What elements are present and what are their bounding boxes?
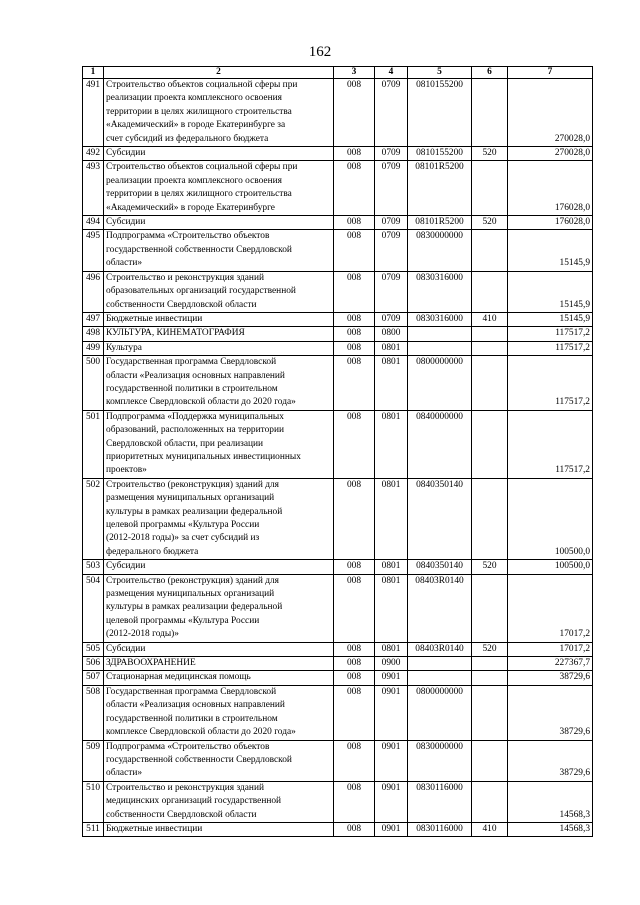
expense-type-cell (472, 574, 508, 642)
expense-type-cell (472, 230, 508, 271)
item-name-cell: Стационарная медицинская помощь (104, 671, 334, 685)
section-code-cell: 0709 (375, 216, 408, 230)
table-row (83, 356, 593, 411)
department-code-cell: 008 (334, 478, 375, 559)
target-article-cell: 0800000000 (408, 356, 472, 411)
amount-cell: 38729,6 (508, 740, 593, 781)
expense-type-cell (472, 271, 508, 312)
row-number-cell: 494 (83, 216, 104, 230)
row-number-cell: 492 (83, 147, 104, 161)
section-code-cell: 0900 (375, 657, 408, 671)
budget-table (82, 66, 593, 837)
item-name-cell: Бюджетные инвестиции (104, 312, 334, 326)
department-code-cell: 008 (334, 671, 375, 685)
department-code-cell: 008 (334, 642, 375, 656)
expense-type-cell: 410 (472, 822, 508, 836)
target-article-cell: 0830116000 (408, 822, 472, 836)
department-code-cell: 008 (334, 79, 375, 147)
header-cell: 7 (508, 67, 593, 79)
department-code-cell: 008 (334, 147, 375, 161)
table-row (83, 740, 593, 781)
department-code-cell: 008 (334, 740, 375, 781)
amount-cell: 15145,9 (508, 312, 593, 326)
expense-type-cell (472, 657, 508, 671)
row-number-cell: 499 (83, 341, 104, 355)
table-row (83, 341, 593, 355)
section-code-cell: 0800 (375, 327, 408, 341)
header-cell: 1 (83, 67, 104, 79)
amount-cell: 17017,2 (508, 642, 593, 656)
department-code-cell: 008 (334, 410, 375, 478)
table-row (83, 161, 593, 216)
row-number-cell: 502 (83, 478, 104, 559)
header-cell: 6 (472, 67, 508, 79)
row-number-cell: 504 (83, 574, 104, 642)
section-code-cell: 0801 (375, 356, 408, 411)
row-number-cell: 506 (83, 657, 104, 671)
table-row (83, 230, 593, 271)
amount-cell: 117517,2 (508, 410, 593, 478)
target-article-cell (408, 327, 472, 341)
table-row (83, 216, 593, 230)
item-name-cell: Строительство и реконструкция зданий образовательных организаций государственной собственности Свердловской области (104, 271, 334, 312)
department-code-cell: 008 (334, 271, 375, 312)
table-row (83, 271, 593, 312)
target-article-cell (408, 671, 472, 685)
target-article-cell: 0840000000 (408, 410, 472, 478)
department-code-cell: 008 (334, 161, 375, 216)
expense-type-cell: 520 (472, 642, 508, 656)
section-code-cell: 0709 (375, 79, 408, 147)
row-number-cell: 501 (83, 410, 104, 478)
section-code-cell: 0901 (375, 822, 408, 836)
target-article-cell (408, 657, 472, 671)
table-row (83, 657, 593, 671)
header-cell: 5 (408, 67, 472, 79)
item-name-cell: Субсидии (104, 216, 334, 230)
row-number-cell: 508 (83, 685, 104, 740)
department-code-cell: 008 (334, 781, 375, 822)
table-header-row (83, 67, 593, 79)
expense-type-cell: 520 (472, 216, 508, 230)
department-code-cell: 008 (334, 312, 375, 326)
table-row (83, 312, 593, 326)
row-number-cell: 497 (83, 312, 104, 326)
target-article-cell: 0830116000 (408, 781, 472, 822)
row-number-cell: 510 (83, 781, 104, 822)
target-article-cell: 0830316000 (408, 312, 472, 326)
department-code-cell: 008 (334, 685, 375, 740)
section-code-cell: 0801 (375, 410, 408, 478)
item-name-cell: Строительство и реконструкция зданий медицинских организаций государственной собственности Свердловской области (104, 781, 334, 822)
amount-cell: 38729,6 (508, 685, 593, 740)
department-code-cell: 008 (334, 341, 375, 355)
row-number-cell: 495 (83, 230, 104, 271)
section-code-cell: 0709 (375, 147, 408, 161)
target-article-cell: 08403R0140 (408, 574, 472, 642)
item-name-cell: Подпрограмма «Строительство объектов государственной собственности Свердловской области» (104, 740, 334, 781)
item-name-cell: Бюджетные инвестиции (104, 822, 334, 836)
expense-type-cell (472, 685, 508, 740)
target-article-cell: 08101R5200 (408, 216, 472, 230)
expense-type-cell (472, 79, 508, 147)
row-number-cell: 491 (83, 79, 104, 147)
table-row (83, 822, 593, 836)
item-name-cell: Строительство (реконструкция) зданий для размещения муниципальных организаций культуры в рамках реализации федеральной целевой программы «Культура России (2012-2018 годы)» (104, 574, 334, 642)
item-name-cell: Государственная программа Свердловской области «Реализация основных направлений государственной политики в строительном комплексе Свердловской области до 2020 года» (104, 685, 334, 740)
amount-cell: 176028,0 (508, 216, 593, 230)
department-code-cell: 008 (334, 574, 375, 642)
header-cell: 2 (104, 67, 334, 79)
target-article-cell: 0830000000 (408, 740, 472, 781)
section-code-cell: 0901 (375, 671, 408, 685)
row-number-cell: 496 (83, 271, 104, 312)
amount-cell: 38729,6 (508, 671, 593, 685)
table-row (83, 685, 593, 740)
amount-cell: 100500,0 (508, 478, 593, 559)
item-name-cell: Государственная программа Свердловской области «Реализация основных направлений государственной политики в строительном комплексе Свердловской области до 2020 года» (104, 356, 334, 411)
expense-type-cell (472, 161, 508, 216)
department-code-cell: 008 (334, 822, 375, 836)
table-row (83, 147, 593, 161)
item-name-cell: Культура (104, 341, 334, 355)
target-article-cell: 08101R5200 (408, 161, 472, 216)
item-name-cell: Подпрограмма «Строительство объектов государственной собственности Свердловской области» (104, 230, 334, 271)
amount-cell: 14568,3 (508, 781, 593, 822)
expense-type-cell: 410 (472, 312, 508, 326)
row-number-cell: 493 (83, 161, 104, 216)
row-number-cell: 498 (83, 327, 104, 341)
amount-cell: 15145,9 (508, 230, 593, 271)
table-row (83, 560, 593, 574)
target-article-cell: 0810155200 (408, 79, 472, 147)
amount-cell: 14568,3 (508, 822, 593, 836)
target-article-cell: 0830000000 (408, 230, 472, 271)
section-code-cell: 0709 (375, 312, 408, 326)
section-code-cell: 0801 (375, 574, 408, 642)
target-article-cell: 0840350140 (408, 560, 472, 574)
department-code-cell: 008 (334, 327, 375, 341)
table-row (83, 478, 593, 559)
item-name-cell: Субсидии (104, 147, 334, 161)
page-number: 162 (308, 44, 332, 60)
row-number-cell: 505 (83, 642, 104, 656)
item-name-cell: КУЛЬТУРА, КИНЕМАТОГРАФИЯ (104, 327, 334, 341)
amount-cell: 15145,9 (508, 271, 593, 312)
section-code-cell: 0801 (375, 642, 408, 656)
department-code-cell: 008 (334, 230, 375, 271)
target-article-cell: 0800000000 (408, 685, 472, 740)
item-name-cell: Строительство объектов социальной сферы при реализации проекта комплексного освоения территории в целях жилищного строительства «Академический» в городе Екатеринбурге (104, 161, 334, 216)
target-article-cell: 0810155200 (408, 147, 472, 161)
expense-type-cell (472, 740, 508, 781)
section-code-cell: 0801 (375, 341, 408, 355)
row-number-cell: 509 (83, 740, 104, 781)
amount-cell: 117517,2 (508, 341, 593, 355)
amount-cell: 117517,2 (508, 356, 593, 411)
header-cell: 3 (334, 67, 375, 79)
expense-type-cell (472, 410, 508, 478)
section-code-cell: 0901 (375, 685, 408, 740)
expense-type-cell (472, 327, 508, 341)
item-name-cell: Строительство (реконструкция) зданий для размещения муниципальных организаций культуры в рамках реализации федеральной целевой программы «Культура России (2012-2018 годы)» за счет субсидий из федерального бюджета (104, 478, 334, 559)
header-cell: 4 (375, 67, 408, 79)
expense-type-cell (472, 671, 508, 685)
section-code-cell: 0801 (375, 560, 408, 574)
item-name-cell: Субсидии (104, 642, 334, 656)
item-name-cell: Строительство объектов социальной сферы при реализации проекта комплексного освоения территории в целях жилищного строительства «Академический» в городе Екатеринбурге за счет субсидий из федерального бюджета (104, 79, 334, 147)
table-row (83, 79, 593, 147)
table-row (83, 671, 593, 685)
amount-cell: 100500,0 (508, 560, 593, 574)
amount-cell: 270028,0 (508, 147, 593, 161)
target-article-cell (408, 341, 472, 355)
amount-cell: 176028,0 (508, 161, 593, 216)
table-row (83, 642, 593, 656)
row-number-cell: 507 (83, 671, 104, 685)
table-row (83, 781, 593, 822)
target-article-cell: 08403R0140 (408, 642, 472, 656)
table-row (83, 410, 593, 478)
department-code-cell: 008 (334, 657, 375, 671)
section-code-cell: 0709 (375, 271, 408, 312)
section-code-cell: 0901 (375, 781, 408, 822)
section-code-cell: 0801 (375, 478, 408, 559)
expense-type-cell (472, 478, 508, 559)
row-number-cell: 503 (83, 560, 104, 574)
expense-type-cell (472, 356, 508, 411)
target-article-cell: 0830316000 (408, 271, 472, 312)
section-code-cell: 0709 (375, 230, 408, 271)
department-code-cell: 008 (334, 356, 375, 411)
expense-type-cell (472, 341, 508, 355)
amount-cell: 227367,7 (508, 657, 593, 671)
item-name-cell: Подпрограмма «Поддержка муниципальных образований, расположенных на территории Свердловской области, при реализации приоритетных муниципальных инвестиционных проектов» (104, 410, 334, 478)
expense-type-cell: 520 (472, 147, 508, 161)
section-code-cell: 0901 (375, 740, 408, 781)
expense-type-cell: 520 (472, 560, 508, 574)
amount-cell: 117517,2 (508, 327, 593, 341)
row-number-cell: 511 (83, 822, 104, 836)
amount-cell: 17017,2 (508, 574, 593, 642)
item-name-cell: ЗДРАВООХРАНЕНИЕ (104, 657, 334, 671)
section-code-cell: 0709 (375, 161, 408, 216)
expense-type-cell (472, 781, 508, 822)
row-number-cell: 500 (83, 356, 104, 411)
item-name-cell: Субсидии (104, 560, 334, 574)
department-code-cell: 008 (334, 560, 375, 574)
table-row (83, 574, 593, 642)
target-article-cell: 0840350140 (408, 478, 472, 559)
table-row (83, 327, 593, 341)
department-code-cell: 008 (334, 216, 375, 230)
amount-cell: 270028,0 (508, 79, 593, 147)
